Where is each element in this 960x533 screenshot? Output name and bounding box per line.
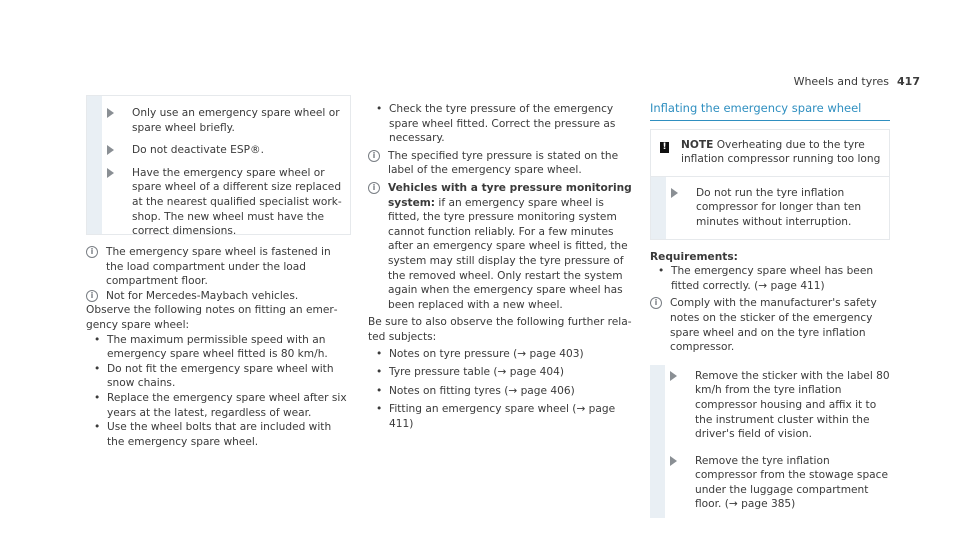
- section-heading: Inflating the emergency spare wheel: [650, 101, 890, 121]
- list-item: • Notes on fitting tyres (→ page 406): [368, 384, 633, 399]
- exclamation-icon: !: [660, 142, 669, 153]
- bullet-list: [86, 333, 351, 450]
- info-text: The specified tyre pressure is stated on the label of the emergency spare wheel.: [388, 149, 619, 177]
- page-number: 417: [897, 75, 920, 88]
- list-item: • Tyre pressure table (→ page 404): [368, 365, 633, 380]
- info-text: Comply with the manufacturer's safety notes on the sticker of the emergency spare wheel and on the tyre inflation compressor.: [670, 297, 877, 354]
- step-arrow-icon: [670, 371, 677, 381]
- info-note: [368, 181, 633, 312]
- info-icon: i: [368, 150, 380, 162]
- info-text: Not for Mercedes-Maybach vehicles.: [106, 289, 299, 302]
- column-1: [86, 95, 351, 449]
- info-icon: i: [368, 182, 380, 194]
- step-item: [87, 166, 342, 239]
- warning-box: [650, 129, 890, 177]
- warning-text: [681, 138, 881, 167]
- step-item: [650, 454, 890, 512]
- info-note: [86, 289, 351, 304]
- step-arrow-icon: [107, 168, 114, 178]
- step-arrow-icon: [670, 456, 677, 466]
- list-item: • Do not fit the emergency spare wheel with snow chains.: [86, 362, 351, 391]
- step-arrow-icon: [107, 145, 114, 155]
- step-text: Do not run the tyre inflation compressor for longer than ten minutes without interruption.: [696, 186, 862, 228]
- bullet-list: [368, 347, 633, 432]
- list-item: • Notes on tyre pressure (→ page 403): [368, 347, 633, 362]
- requirements-heading: Requirements:: [650, 250, 738, 263]
- step-text: Have the emergency spare wheel or spare wheel of a different size replaced at the nearest qualified specialist workshop. The new wheel must have the correct dimensions.: [132, 166, 342, 238]
- column-3: [650, 95, 890, 518]
- step-item: [87, 143, 342, 158]
- requirements: [650, 250, 890, 294]
- list-item: • Replace the emergency spare wheel after six years at the latest, regardless of wear.: [86, 391, 351, 420]
- list-item: • The maximum permissible speed with an emergency spare wheel fitted is 80 km/h.: [86, 333, 351, 362]
- step-text: Do not deactivate ESP®.: [132, 144, 264, 157]
- further-text: Be sure to also observe the following further related subjects:: [368, 316, 632, 343]
- step-item: [651, 186, 881, 230]
- info-text: The emergency spare wheel is fastened in the load compartment under the load compartment floor.: [106, 246, 331, 288]
- list-item: • Check the tyre pressure of the emergency spare wheel fitted. Correct the pressure as necessary.: [368, 102, 633, 146]
- step-text: Remove the tyre inflation compressor from the stowage space under the luggage compartment floor. (→ page 385): [695, 454, 889, 511]
- step-item: [87, 106, 342, 135]
- note-label: NOTE: [681, 138, 714, 151]
- observe-text: Observe the following notes on fitting an emergency spare wheel:: [86, 304, 338, 331]
- info-icon: i: [650, 297, 662, 309]
- step-text: Only use an emergency spare wheel or spare wheel briefly.: [132, 107, 340, 134]
- info-note: [650, 296, 890, 354]
- bullet-list: [368, 102, 633, 146]
- info-text: [388, 181, 633, 312]
- step-arrow-icon: [671, 188, 678, 198]
- step-text: Remove the sticker with the label 80 km/h from the tyre inflation compressor housing and affix it to the instrument cluster within the driver's field of vision.: [695, 369, 890, 441]
- page-header: [794, 75, 920, 90]
- bullet-list: [650, 264, 890, 293]
- step-item: [650, 369, 890, 442]
- column-2: [368, 95, 633, 431]
- info-icon: i: [86, 246, 98, 258]
- info-bold-lead: Vehicles with a tyre pressure monitoring system:: [388, 181, 632, 209]
- list-item: • Fitting an emergency spare wheel (→ page 411): [368, 402, 633, 431]
- warning-steps-panel: [650, 177, 890, 240]
- info-note: [86, 245, 351, 289]
- info-icon: i: [86, 290, 98, 302]
- section-title: Wheels and tyres: [793, 75, 890, 88]
- action-steps: [650, 365, 890, 518]
- step-arrow-icon: [107, 108, 114, 118]
- list-item: • The emergency spare wheel has been fitted correctly. (→ page 411): [650, 264, 890, 293]
- list-item: • Use the wheel bolts that are included with the emergency spare wheel.: [86, 420, 351, 449]
- steps-panel: [86, 95, 351, 238]
- note-body: Overheating due to the tyre inflation compressor running too long: [681, 138, 881, 166]
- info-note: [368, 149, 633, 178]
- info-body: if an emergency spare wheel is fitted, the tyre pressure monitoring system cannot function reliably. For a few minutes after an emergency spare wheel is fitted, the system may still display the tyre pressure of the removed wheel. Only restart the system again when the emergency spare wheel has been replaced with a new wheel.: [388, 196, 628, 311]
